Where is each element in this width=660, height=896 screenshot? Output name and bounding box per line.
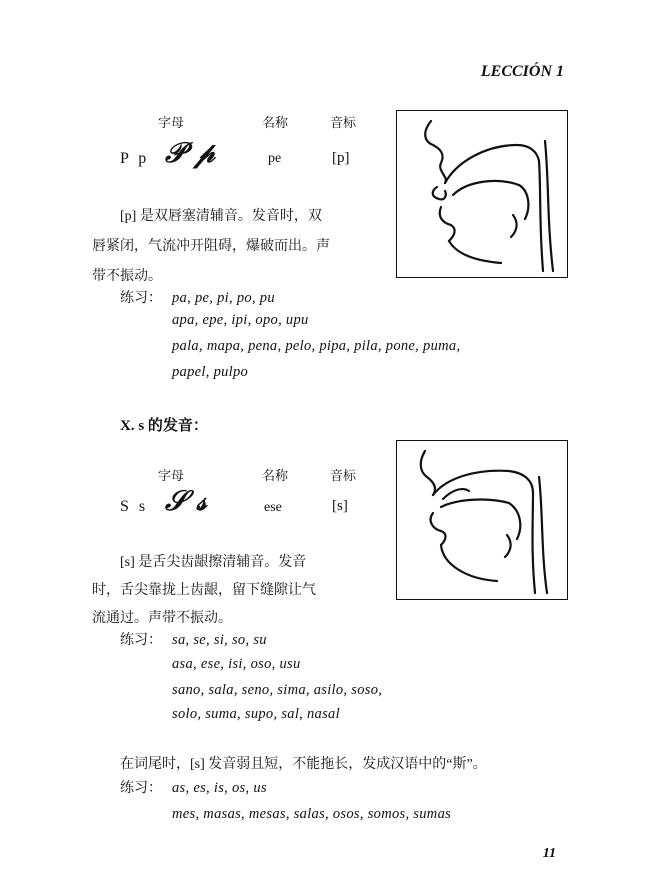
mouth-profile-p-icon	[397, 111, 567, 277]
s-description-line-1: [s] 是舌尖齿龈擦清辅音。发音	[120, 555, 307, 570]
page-number: 11	[542, 846, 556, 861]
s-final-practice-label: 练习：	[120, 781, 162, 796]
letter-s-name: ese	[264, 500, 282, 515]
col-name-header: 名称	[262, 115, 289, 130]
p-description-line-2: 唇紧闭，气流冲开阻碍，爆破而出。声	[92, 239, 330, 254]
letter-s-script: 𝒮 𝓈	[165, 484, 207, 517]
s-final-practice-line-2: mes, masas, mesas, salas, osos, somos, sumas	[172, 806, 452, 822]
s-final-note: 在词尾时，[s] 发音弱且短，不能拖长，发成汉语中的“斯”。	[120, 757, 487, 772]
p-practice-line-3: pala, mapa, pena, pelo, pipa, pila, pone, puma,	[172, 338, 461, 354]
letter-p-script: 𝒫 𝓅	[165, 136, 215, 169]
mouth-profile-s-icon	[397, 441, 567, 599]
mouth-diagram-p	[396, 110, 568, 278]
s-practice-label: 练习：	[120, 633, 162, 648]
lesson-header: LECCIÓN 1	[480, 63, 564, 80]
p-practice-line-1: pa, pe, pi, po, pu	[172, 290, 275, 306]
col-name-header: 名称	[262, 468, 289, 483]
p-practice-line-2: apa, epe, ipi, opo, upu	[172, 312, 309, 328]
s-practice-line-1: sa, se, si, so, su	[172, 632, 267, 648]
letter-s-ipa: [s]	[332, 498, 348, 514]
p-description-line-1: [p] 是双唇塞清辅音。发音时，双	[120, 209, 322, 224]
s-practice-line-2: asa, ese, isi, oso, usu	[172, 656, 301, 672]
letter-p-name: pe	[268, 151, 282, 166]
col-letter-header: 字母	[158, 468, 185, 483]
s-description-line-3: 流通过。声带不振动。	[92, 611, 232, 626]
col-letter-header: 字母	[158, 115, 185, 130]
mouth-diagram-s	[396, 440, 568, 600]
letter-p-ipa: [p]	[332, 150, 350, 166]
p-practice-line-4: papel, pulpo	[172, 364, 249, 380]
p-description-line-3: 带不振动。	[92, 269, 162, 284]
s-description-line-2: 时，舌尖靠拢上齿龈，留下缝隙让气	[92, 583, 316, 598]
col-ipa-header: 音标	[330, 115, 357, 130]
col-ipa-header: 音标	[330, 468, 357, 483]
section-s-title: X. s 的发音：	[120, 418, 208, 434]
letter-p-print: P p	[120, 150, 150, 167]
s-practice-line-3: sano, sala, seno, sima, asilo, soso,	[172, 682, 383, 698]
p-practice-label: 练习：	[120, 291, 162, 306]
s-practice-line-4: solo, suma, supo, sal, nasal	[172, 706, 340, 722]
letter-s-print: S s	[120, 498, 149, 515]
s-final-practice-line-1: as, es, is, os, us	[172, 780, 267, 796]
